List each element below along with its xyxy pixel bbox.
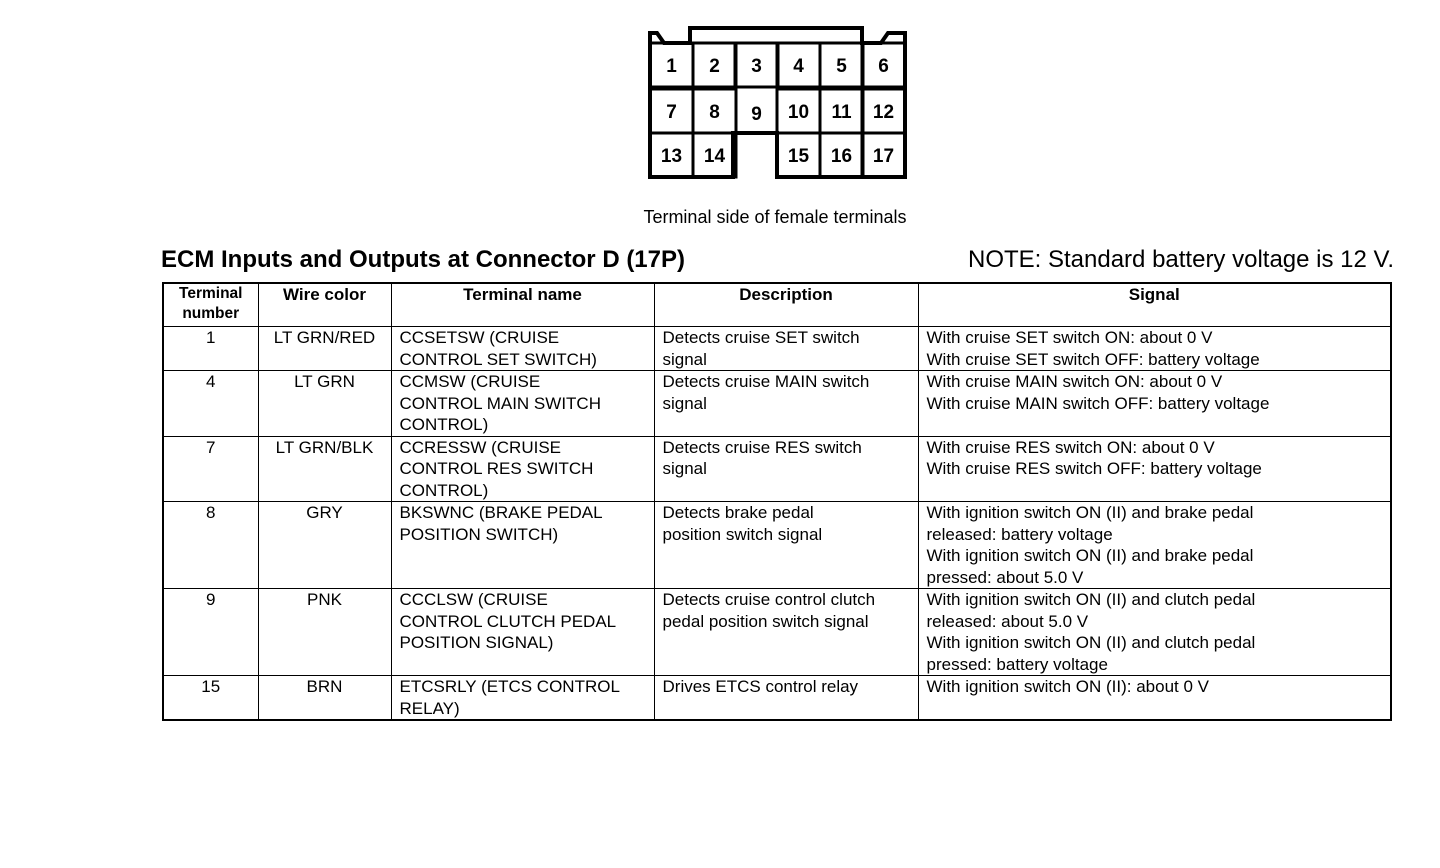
pin-label: 3	[751, 56, 762, 77]
pin-label: 2	[709, 56, 720, 77]
description-line: Detects cruise RES switch	[662, 437, 862, 457]
table-row	[163, 371, 1391, 437]
pin-label: 4	[793, 56, 804, 77]
page-title: ECM Inputs and Outputs at Connector D (17P)	[161, 246, 686, 273]
terminal-name-cell	[391, 371, 654, 437]
terminal-name-line: CONTROL)	[399, 415, 489, 434]
description-cell	[654, 676, 918, 721]
signal-line: With ignition switch ON (II) and clutch pedal	[926, 590, 1256, 609]
wire-color-cell: LT GRN	[258, 371, 391, 437]
terminal-name-line: POSITION SWITCH)	[399, 524, 559, 544]
header-wire-color: Wire color	[258, 283, 391, 327]
table-row	[163, 436, 1391, 502]
description-line: Detects cruise control clutch	[662, 590, 876, 609]
table-row	[163, 502, 1391, 589]
description-cell	[654, 371, 918, 437]
signal-line: With ignition switch ON (II) and brake pedal	[926, 546, 1254, 565]
description-line: Detects cruise SET switch	[662, 328, 860, 347]
terminal-name-line: CONTROL CLUTCH PEDAL	[399, 611, 617, 631]
pin-label: 1	[666, 56, 677, 77]
description-line: signal	[662, 349, 707, 369]
wire-color-cell: GRY	[258, 502, 391, 589]
pin-label: 11	[831, 102, 852, 123]
pin-label: 10	[787, 102, 810, 123]
signal-line: With ignition switch ON (II) and brake pedal	[926, 503, 1254, 522]
io-table	[162, 282, 1392, 721]
terminal-name-cell	[391, 327, 654, 371]
description-line: signal	[662, 393, 707, 413]
signal-cell	[918, 327, 1391, 371]
description-line: Detects brake pedal	[662, 503, 814, 522]
header-terminal-number	[163, 283, 258, 327]
description-line: position switch signal	[662, 524, 823, 544]
terminal-name-cell	[391, 436, 654, 502]
pin-label: 16	[830, 146, 853, 167]
terminal-number-cell: 1	[163, 327, 258, 371]
pin-label: 5	[836, 56, 847, 77]
terminal-name-cell	[391, 502, 654, 589]
description-line: signal	[662, 459, 707, 478]
terminal-name-line: CCCLSW (CRUISE	[399, 590, 548, 609]
terminal-number-cell: 9	[163, 589, 258, 676]
connector-caption: Terminal side of female terminals	[643, 207, 907, 227]
voltage-note: NOTE: Standard battery voltage is 12 V.	[967, 246, 1394, 273]
signal-line: With cruise MAIN switch ON: about 0 V	[926, 372, 1223, 391]
terminal-name-line: CCMSW (CRUISE	[399, 372, 541, 391]
pin-label: 8	[709, 102, 720, 123]
signal-line: With cruise RES switch ON: about 0 V	[926, 437, 1215, 457]
terminal-name-line: CONTROL)	[399, 480, 489, 500]
terminal-name-line: RELAY)	[399, 698, 460, 718]
terminal-name-line: CONTROL SET SWITCH)	[399, 349, 597, 369]
pin-label: 15	[787, 146, 810, 167]
terminal-name-line: CONTROL MAIN SWITCH	[399, 393, 601, 413]
signal-cell	[918, 502, 1391, 589]
header-terminal-line2: number	[182, 305, 240, 322]
signal-line: With ignition switch ON (II): about 0 V	[926, 677, 1209, 696]
pin-label: 13	[660, 146, 683, 167]
signal-line: With ignition switch ON (II) and clutch pedal	[926, 633, 1256, 652]
signal-line: pressed: battery voltage	[926, 654, 1108, 674]
wire-color-cell: BRN	[258, 676, 391, 721]
header-signal: Signal	[918, 283, 1391, 327]
table-row	[163, 589, 1391, 676]
terminal-name-line: CCRESSW (CRUISE	[399, 437, 562, 457]
terminal-name-cell	[391, 676, 654, 721]
terminal-name-line: CONTROL RES SWITCH	[399, 459, 594, 478]
table-row	[163, 676, 1391, 721]
connector-diagram	[645, 25, 910, 185]
pin-label: 17	[872, 146, 895, 167]
signal-line: released: about 5.0 V	[926, 611, 1089, 631]
terminal-number-cell: 7	[163, 436, 258, 502]
table-row	[163, 327, 1391, 371]
wire-color-cell: LT GRN/BLK	[258, 436, 391, 502]
pin-label: 12	[872, 102, 895, 123]
wire-color-cell: LT GRN/RED	[258, 327, 391, 371]
signal-line: With cruise RES switch OFF: battery voltage	[926, 459, 1262, 478]
signal-cell	[918, 371, 1391, 437]
signal-cell	[918, 589, 1391, 676]
signal-line: With cruise SET switch OFF: battery voltage	[926, 349, 1260, 369]
terminal-name-line: ETCSRLY (ETCS CONTROL	[399, 677, 620, 696]
terminal-name-line: BKSWNC (BRAKE PEDAL	[399, 503, 603, 522]
pin-label: 6	[878, 56, 889, 77]
pin-label: 14	[703, 146, 726, 167]
description-line: Drives ETCS control relay	[662, 677, 859, 696]
description-cell	[654, 502, 918, 589]
terminal-number-cell: 4	[163, 371, 258, 437]
header-terminal-name: Terminal name	[391, 283, 654, 327]
signal-line: With cruise MAIN switch OFF: battery voltage	[926, 393, 1270, 413]
terminal-number-cell: 15	[163, 676, 258, 721]
signal-cell	[918, 676, 1391, 721]
terminal-number-cell: 8	[163, 502, 258, 589]
pin-label: 7	[666, 102, 677, 123]
wire-color-cell: PNK	[258, 589, 391, 676]
header-description: Description	[654, 283, 918, 327]
pin-label: 9	[751, 104, 762, 125]
terminal-name-line: CCSETSW (CRUISE	[399, 328, 560, 347]
description-cell	[654, 436, 918, 502]
signal-line: pressed: about 5.0 V	[926, 567, 1084, 587]
description-line: Detects cruise MAIN switch	[662, 372, 870, 391]
terminal-name-cell	[391, 589, 654, 676]
table-header-row	[163, 283, 1391, 327]
terminal-name-line: POSITION SIGNAL)	[399, 633, 554, 652]
description-line: pedal position switch signal	[662, 611, 869, 631]
description-cell	[654, 589, 918, 676]
header-terminal-line1: Terminal	[179, 285, 243, 302]
signal-line: released: battery voltage	[926, 524, 1113, 544]
signal-cell	[918, 436, 1391, 502]
signal-line: With cruise SET switch ON: about 0 V	[926, 328, 1213, 347]
description-cell	[654, 327, 918, 371]
